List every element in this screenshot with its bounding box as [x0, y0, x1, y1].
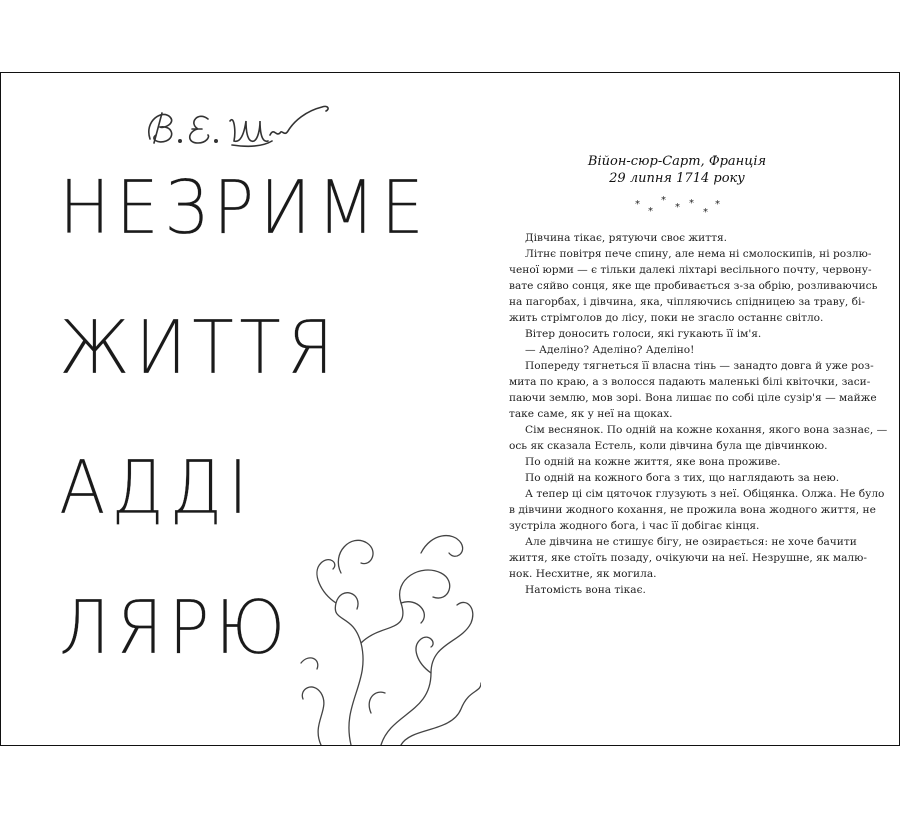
text-line: жить стрімголов до лісу, поки не згасло останнє світло.: [509, 312, 824, 324]
chapter-date: 29 липня 1714 року: [609, 171, 745, 186]
book-spread: [0, 72, 900, 746]
text-line: Сім веснянок. По одній на кожне кохання, якого вона зазнає, —: [525, 424, 888, 436]
chapter-place: Війон-сюр-Сарт, Франція: [587, 154, 767, 169]
book-title-line-3: АДДІ: [59, 445, 254, 531]
svg-text:*: *: [648, 206, 653, 217]
svg-text:*: *: [689, 198, 694, 209]
text-line: ченої юрми — є тільки далекі ліхтарі весільного почту, червону-: [509, 264, 872, 276]
text-line: Вітер доносить голоси, які гукають її ім'я.: [525, 328, 762, 340]
text-line: Літнє повітря пече спину, але нема ні смолоскипів, ні розлю-: [525, 248, 872, 260]
svg-text:*: *: [715, 199, 720, 210]
text-line: нок. Несхитне, як могила.: [509, 568, 657, 580]
text-line: паючи землю, мов зорі. Вона лишає по собі ціле сузір'я — майже: [509, 392, 877, 404]
book-title-line-4: ЛЯРЮ: [59, 585, 291, 671]
star-constellation-ornament: [631, 195, 731, 219]
book-title-line-1: НЕЗРИМЕ: [59, 165, 430, 251]
text-line: По одній на кожне життя, яке вона проживе.: [525, 456, 781, 468]
text-line: вате сяйво сонця, яке ще пробивається з-за обрію, розливаючись: [509, 280, 878, 292]
svg-text:*: *: [635, 199, 640, 210]
text-line: Попереду тягнеться її власна тінь — занадто довга й уже роз-: [525, 360, 874, 372]
svg-text:*: *: [661, 195, 666, 206]
floral-ornament: [281, 513, 481, 745]
text-line: мита по краю, а з волосся падають маленькі білі квіточки, заси-: [509, 376, 871, 388]
author-signature: [136, 91, 336, 151]
text-line: Натомість вона тікає.: [525, 584, 646, 596]
svg-text:*: *: [675, 202, 680, 213]
text-line: — Аделіно? Аделіно? Аделіно!: [525, 344, 695, 356]
text-line: життя, яке стоїть позаду, очікуючи на неї. Незрушне, як малю-: [509, 552, 867, 564]
text-line: А тепер ці сім цяточок глузують з неї. Обіцянка. Олжа. Не було: [525, 488, 885, 500]
text-line: в дівчини жодного кохання, не прожила вона жодного життя, не: [509, 504, 876, 516]
chapter-body-text: [509, 230, 888, 598]
text-line: Дівчина тікає, рятуючи своє життя.: [525, 232, 727, 244]
svg-text:*: *: [703, 207, 708, 218]
text-line: По одній на кожного бога з тих, що наглядають за нею.: [525, 472, 840, 484]
text-line: Але дівчина не стишує бігу, не озирається: не хоче бачити: [525, 536, 857, 548]
text-line: таке саме, як у неї на щоках.: [509, 408, 673, 420]
book-title-line-2: ЖИТТЯ: [59, 305, 340, 391]
text-line: на пагорбах, і дівчина, яка, чіпляючись спідницею за траву, бі-: [509, 296, 866, 308]
text-line: зустріла жодного бога, і час її добігає кінця.: [509, 520, 760, 532]
text-line: ось як сказала Естель, коли дівчина була ще дівчинкою.: [509, 440, 828, 452]
